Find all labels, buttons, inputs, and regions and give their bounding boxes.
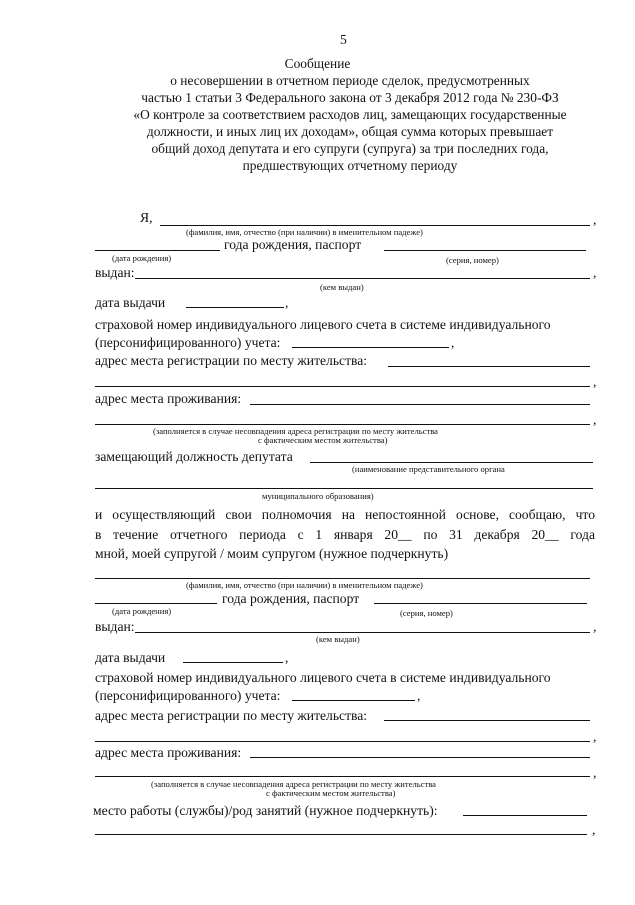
fio-field[interactable] bbox=[160, 225, 590, 226]
spouse-snils-field[interactable] bbox=[292, 700, 415, 701]
spouse-birth-label: года рождения, паспорт bbox=[222, 591, 360, 606]
page-number: 5 bbox=[340, 32, 347, 47]
statement-line-3: мной, моей супругой / моим супругом (нужное подчеркнуть) bbox=[95, 546, 449, 561]
document-title: Сообщение bbox=[284, 56, 351, 71]
spouse-reg-address-label: адрес места регистрации по месту жительства: bbox=[95, 708, 368, 723]
comma: , bbox=[285, 295, 289, 310]
birth-hint: (дата рождения) bbox=[112, 253, 172, 263]
birth-label: года рождения, паспорт bbox=[224, 237, 362, 252]
comma: , bbox=[593, 729, 597, 744]
reg-address-label: адрес места регистрации по месту жительства: bbox=[95, 353, 368, 368]
spouse-fio-hint: (фамилия, имя, отчество (при наличии) в именительном падеже) bbox=[186, 580, 423, 590]
spouse-fio-field[interactable] bbox=[95, 578, 590, 579]
comma: , bbox=[593, 619, 597, 634]
issued-field[interactable] bbox=[135, 278, 590, 279]
live-address-label: адрес места проживания: bbox=[95, 391, 242, 406]
comma: , bbox=[451, 335, 455, 350]
comma: , bbox=[285, 650, 289, 665]
snils-line-1: страховой номер индивидуального лицевого счета в системе индивидуального bbox=[95, 317, 551, 332]
spouse-issue-date-field[interactable] bbox=[183, 662, 283, 663]
live-address-field[interactable] bbox=[250, 404, 590, 405]
work-field[interactable] bbox=[463, 815, 587, 816]
comma: , bbox=[593, 374, 597, 389]
i-label: Я, bbox=[140, 210, 153, 225]
header-line-5: общий доход депутата и его супруги (супруга) за три последних года, bbox=[151, 141, 549, 156]
position-field-2[interactable] bbox=[95, 488, 593, 489]
issue-date-label: дата выдачи bbox=[95, 295, 166, 310]
snils-line-2: (персонифицированного) учета: bbox=[95, 335, 281, 350]
spouse-issued-label: выдан: bbox=[95, 619, 135, 634]
position-field[interactable] bbox=[310, 462, 593, 463]
comma: , bbox=[593, 412, 597, 427]
issue-date-field[interactable] bbox=[186, 307, 284, 308]
statement-line-1: и осуществляющий свои полномочия на непостоянной основе, сообщаю, что bbox=[95, 507, 595, 522]
statement-line-2: в течение отчетного периода с 1 января 20__ по 31 декабря 20__ года bbox=[95, 527, 595, 542]
spouse-live-hint-1: (заполняется в случае несовпадения адреса регистрации по месту жительства bbox=[151, 779, 436, 789]
reg-address-field-2[interactable] bbox=[95, 386, 590, 387]
spouse-live-address-field-2[interactable] bbox=[95, 776, 590, 777]
comma: , bbox=[592, 822, 596, 837]
header-line-1: о несовершении в отчетном периоде сделок, предусмотренных bbox=[170, 73, 530, 88]
spouse-snils-line-1: страховой номер индивидуального лицевого счета в системе индивидуального bbox=[95, 670, 551, 685]
spouse-reg-address-field[interactable] bbox=[384, 720, 590, 721]
spouse-passport-hint: (серия, номер) bbox=[400, 608, 453, 618]
passport-field[interactable] bbox=[384, 250, 586, 251]
comma: , bbox=[593, 265, 597, 280]
live-hint-1: (заполняется в случае несовпадения адреса регистрации по месту жительства bbox=[153, 426, 438, 436]
header-line-3: «О контроле за соответствием расходов лиц, замещающих государственные bbox=[133, 107, 567, 122]
position-hint-2: муниципального образования) bbox=[262, 491, 374, 501]
fio-hint: (фамилия, имя, отчество (при наличии) в именительном падеже) bbox=[186, 227, 423, 237]
position-label: замещающий должность депутата bbox=[95, 449, 293, 464]
birth-date-field[interactable] bbox=[95, 250, 220, 251]
spouse-live-hint-2: с фактическим местом жительства) bbox=[266, 788, 396, 798]
comma: , bbox=[417, 688, 421, 703]
issued-label: выдан: bbox=[95, 265, 135, 280]
spouse-issued-hint: (кем выдан) bbox=[316, 634, 360, 644]
snils-field[interactable] bbox=[292, 347, 449, 348]
live-address-field-2[interactable] bbox=[95, 424, 590, 425]
spouse-snils-line-2: (персонифицированного) учета: bbox=[95, 688, 281, 703]
spouse-issue-date-label: дата выдачи bbox=[95, 650, 166, 665]
position-hint-1: (наименование представительного органа bbox=[352, 464, 505, 474]
issued-hint: (кем выдан) bbox=[320, 282, 364, 292]
header-line-4: должности, и иных лиц их доходам», общая сумма которых превышает bbox=[146, 124, 554, 139]
spouse-issued-field[interactable] bbox=[135, 632, 590, 633]
spouse-reg-address-field-2[interactable] bbox=[95, 741, 590, 742]
spouse-passport-field[interactable] bbox=[374, 603, 587, 604]
passport-hint: (серия, номер) bbox=[446, 255, 499, 265]
spouse-birth-date-field[interactable] bbox=[95, 603, 217, 604]
header-line-6: предшествующих отчетному периоду bbox=[242, 158, 458, 173]
comma: , bbox=[593, 765, 597, 780]
work-label: место работы (службы)/род занятий (нужное подчеркнуть): bbox=[93, 803, 438, 818]
spouse-live-address-label: адрес места проживания: bbox=[95, 745, 242, 760]
live-hint-2: с фактическим местом жительства) bbox=[258, 435, 388, 445]
spouse-birth-hint: (дата рождения) bbox=[112, 606, 172, 616]
spouse-live-address-field[interactable] bbox=[250, 757, 590, 758]
header-line-2: частью 1 статьи 3 Федерального закона от 3 декабря 2012 года № 230-ФЗ bbox=[141, 90, 559, 105]
comma: , bbox=[593, 212, 597, 227]
reg-address-field[interactable] bbox=[388, 366, 590, 367]
work-field-2[interactable] bbox=[95, 834, 587, 835]
